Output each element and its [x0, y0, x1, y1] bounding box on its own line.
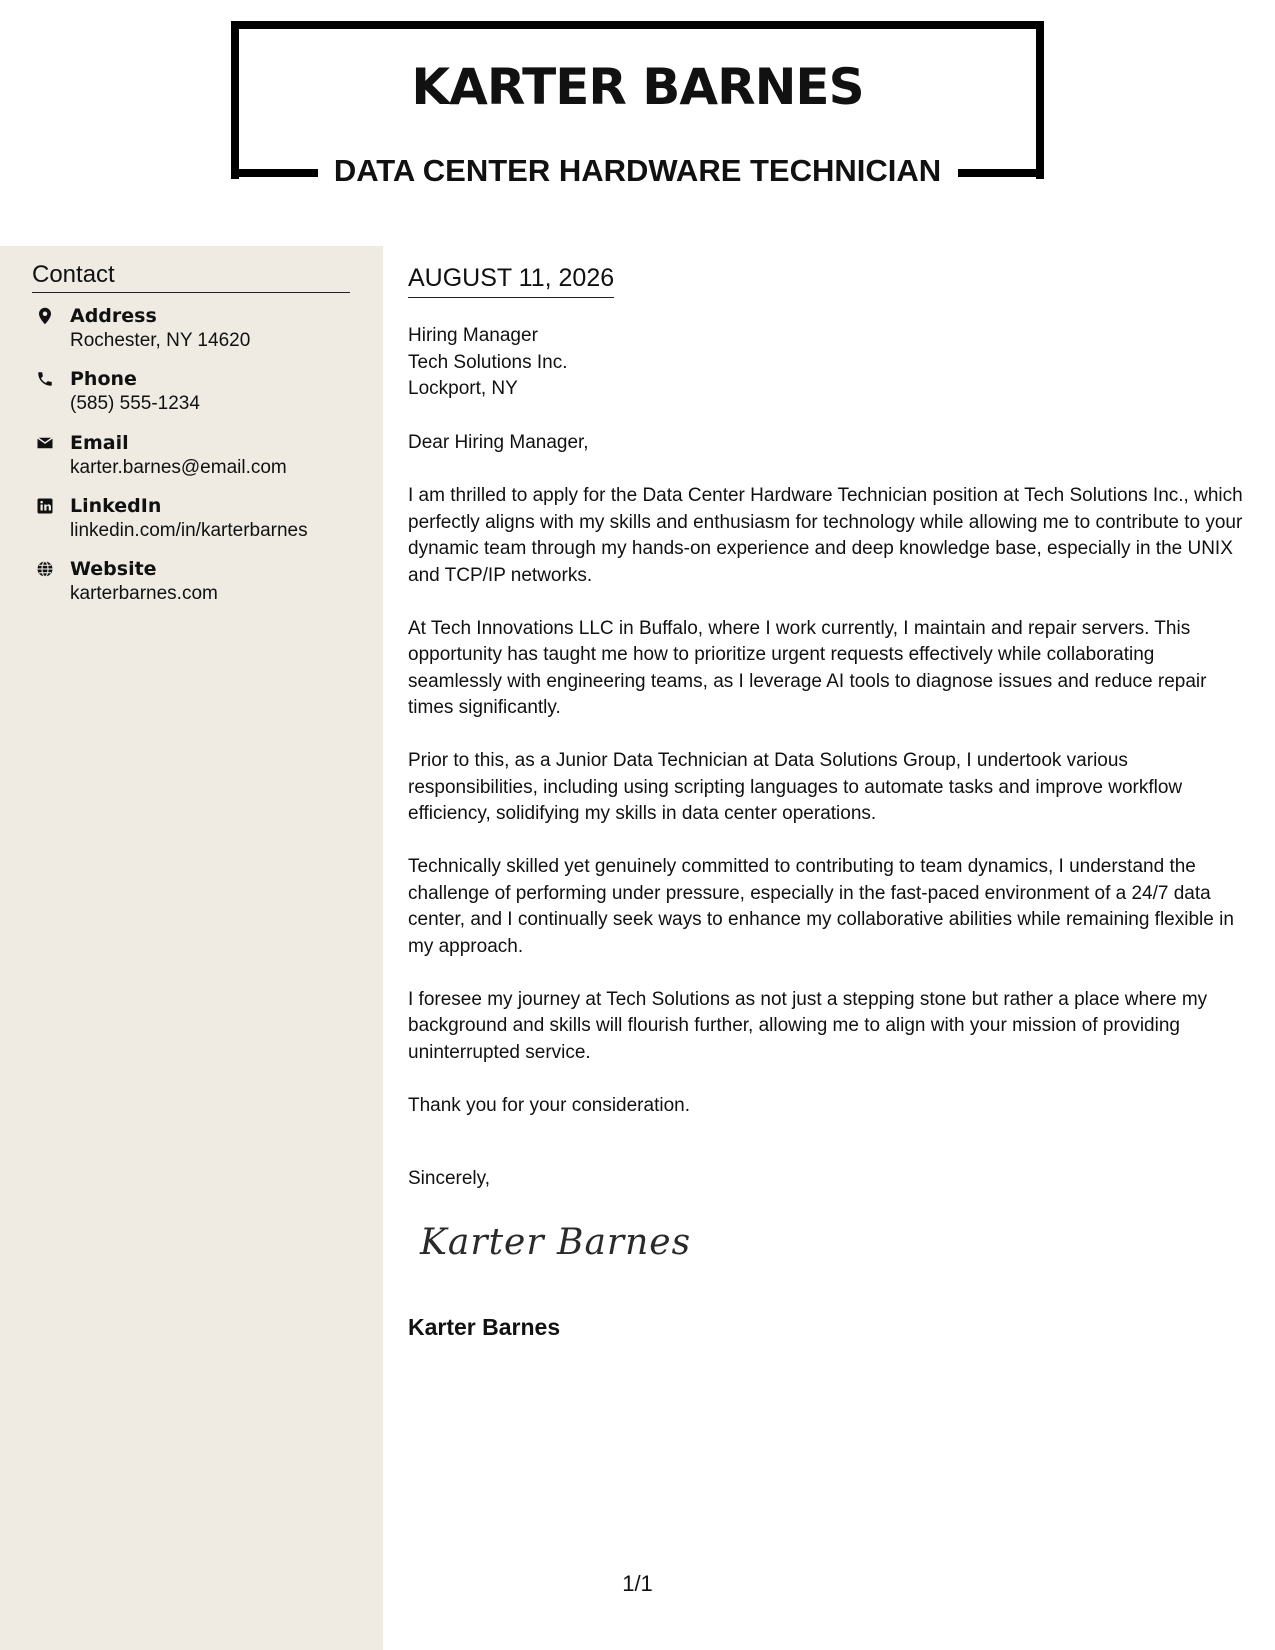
body-paragraph: I foresee my journey at Tech Solutions as not just a stepping stone but rather a place where my background and skills will flourish further, allowing me to align with your mission of providing uninterrupted service.	[408, 988, 1208, 1063]
map-pin-icon	[36, 307, 54, 325]
recipient-line: Hiring Manager	[408, 325, 538, 346]
contact-value: linkedin.com/in/karterbarnes	[70, 520, 308, 541]
handwritten-signature: Karter Barnes	[420, 1222, 692, 1263]
thank-you-line: Thank you for your consideration.	[408, 1094, 690, 1116]
body-paragraph: Prior to this, as a Junior Data Technician at Data Solutions Group, I undertook various responsibilities, including using scripting languages to automate tasks and improve workflow efficiency, solidifying my skills in data center operations.	[408, 750, 1183, 824]
contact-value: karterbarnes.com	[70, 583, 218, 604]
letter-body	[408, 430, 1253, 1146]
contact-label: LinkedIn	[70, 495, 162, 517]
signer-name: Karter Barnes	[408, 1314, 561, 1340]
body-paragraph: I am thrilled to apply for the Data Center Hardware Technician position at Tech Solutions Inc., which perfectly aligns with my skills and enthusiasm for technology while allowing me to contribute to your dynamic team through my hands-on experience and deep knowledge base, especially in the UNIX and TCP/IP networks.	[408, 485, 1243, 586]
phone-icon	[36, 370, 54, 388]
contact-value: Rochester, NY 14620	[70, 330, 251, 351]
body-paragraph: Technically skilled yet genuinely committed to contributing to team dynamics, I understand the challenge of performing under pressure, especially in the fast-paced environment of a 24/7 data center, and I continually seek ways to enhance my collaborative abilities while remaining flexible in my approach.	[408, 856, 1234, 957]
recipient-block	[408, 323, 567, 403]
envelope-icon	[36, 434, 54, 452]
applicant-name: KARTER BARNES	[411, 58, 864, 116]
recipient-line: Tech Solutions Inc.	[408, 351, 568, 373]
contact-label: Phone	[70, 368, 137, 390]
contact-value: (585) 555-1234	[70, 393, 200, 414]
page-number: 1/1	[622, 1571, 653, 1596]
contact-value: karter.barnes@email.com	[70, 457, 287, 478]
job-title: DATA CENTER HARDWARE TECHNICIAN	[333, 153, 942, 188]
salutation: Dear Hiring Manager,	[408, 432, 589, 453]
body-paragraph: At Tech Innovations LLC in Buffalo, where I work currently, I maintain and repair servers. This opportunity has taught me how to prioritize urgent requests effectively while collaborating seamlessly with engineering teams, as I leverage AI tools to diagnose issues and reduce repair times significantly.	[408, 617, 1207, 718]
contact-label: Address	[70, 305, 157, 327]
closing: Sincerely,	[408, 1168, 491, 1189]
linkedin-icon	[36, 497, 54, 515]
globe-icon	[36, 560, 54, 578]
contact-label: Website	[70, 558, 157, 580]
recipient-line: Lockport, NY	[408, 378, 518, 399]
contact-label: Email	[70, 432, 129, 454]
contact-heading: Contact	[32, 261, 350, 293]
letter-date: AUGUST 11, 2026	[408, 264, 614, 298]
